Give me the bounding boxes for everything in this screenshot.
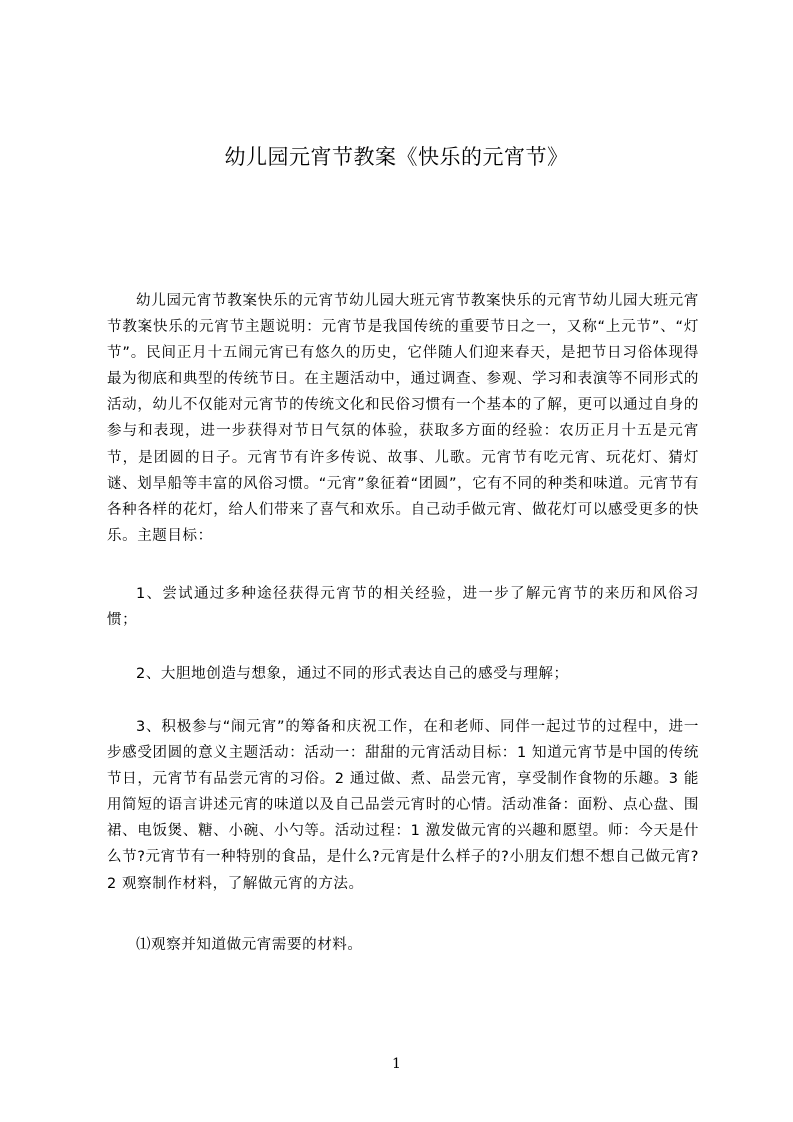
paragraph-intro: 幼儿园元宵节教案快乐的元宵节幼儿园大班元宵节教案快乐的元宵节幼儿园大班元宵节教案快乐的元宵节主题说明：元宵节是我国传统的重要节日之一，又称“上元节”、“灯节”。民间正月十五闹元宵已有悠久的历史，它伴随人们迎来春天，是把节日习俗体现得最为彻底和典型的传统节日。在主题活动中，通过调查、参观、学习和表演等不同形式的活动，幼儿不仅能对元宵节的传统文化和民俗习惯有一个基本的了解，更可以通过自身的参与和表现，进一步获得对节日气氛的体验，获取多方面的经验：农历正月十五是元宵节，是团圆的日子。元宵节有许多传说、故事、儿歌。元宵节有吃元宵、玩花灯、猜灯谜、划旱船等丰富的风俗习惯。“元宵”象征着“团圆”，它有不同的种类和味道。元宵节有各种各样的花灯，给人们带来了喜气和欢乐。自己动手做元宵、做花灯可以感受更多的快乐。主题目标： bbox=[107, 293, 699, 544]
paragraph-goal-1: 1、尝试通过多种途径获得元宵节的相关经验，进一步了解元宵节的来历和风俗习惯； bbox=[107, 586, 699, 629]
page-number: 1 bbox=[392, 1056, 401, 1072]
paragraph-goal-3: 3、积极参与“闹元宵”的筹备和庆祝工作，在和老师、同伴一起过节的过程中，进一步感受团圆的意义主题活动：活动一：甜甜的元宵活动目标：1 知道元宵节是中国的传统节日，元宵节有品尝元宵的习俗。2 通过做、煮、品尝元宵，享受制作食物的乐趣。3 能用简短的语言讲述元宵的味道以及自己品尝元宵时的心情。活动准备：面粉、点心盘、围裙、电饭煲、糖、小碗、小勺等。活动过程：1 激发做元宵的兴趣和愿望。师：今天是什么节?元宵节有一种特别的食品，是什么?元宵是什么样子的?小朋友们想不想自己做元宵?2 观察制作材料，了解做元宵的方法。 bbox=[107, 719, 699, 892]
paragraph-step-1: ⑴观察并知道做元宵需要的材料。 bbox=[136, 937, 363, 953]
document-title: 幼儿园元宵节教案《快乐的元宵节》 bbox=[224, 145, 569, 169]
paragraph-goal-2: 2、大胆地创造与想象，通过不同的形式表达自己的感受与理解； bbox=[136, 666, 569, 682]
